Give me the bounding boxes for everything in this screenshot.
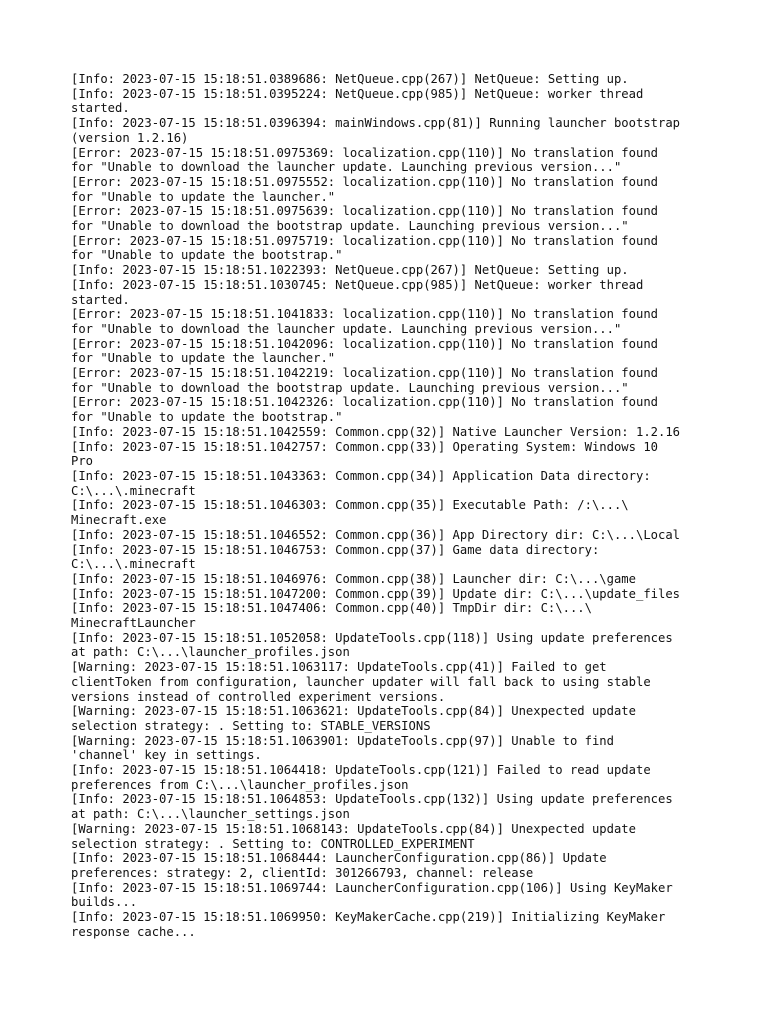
- log-line: [Error: 2023-07-15 15:18:51.1042326: localization.cpp(110)] No translation found: [71, 395, 658, 410]
- log-line: [Info: 2023-07-15 15:18:51.1064418: UpdateTools.cpp(121)] Failed to read update: [71, 763, 651, 778]
- log-line: selection strategy: . Setting to: CONTROLLED_EXPERIMENT: [71, 836, 475, 851]
- log-line: [Info: 2023-07-15 15:18:51.1046976: Common.cpp(38)] Launcher dir: C:\...\game: [71, 571, 636, 586]
- log-line: (version 1.2.16): [71, 130, 189, 145]
- log-line: [Info: 2023-07-15 15:18:51.1069950: KeyMakerCache.cpp(219)] Initializing KeyMaker: [71, 910, 666, 925]
- log-line: [Warning: 2023-07-15 15:18:51.1063901: UpdateTools.cpp(97)] Unable to find: [71, 733, 614, 748]
- log-line: [Info: 2023-07-15 15:18:51.1047200: Common.cpp(39)] Update dir: C:\...\update_files: [71, 586, 681, 601]
- log-line: versions instead of controlled experiment versions.: [71, 689, 446, 704]
- log-line: C:\...\.minecraft: [71, 483, 196, 498]
- log-line: started.: [71, 101, 130, 116]
- log-line: [Info: 2023-07-15 15:18:51.1030745: NetQueue.cpp(985)] NetQueue: worker thread: [71, 277, 644, 292]
- log-line: MinecraftLauncher: [71, 616, 196, 631]
- log-line: [Error: 2023-07-15 15:18:51.1041833: localization.cpp(110)] No translation found: [71, 307, 658, 322]
- log-line: for "Unable to update the launcher.": [71, 351, 336, 366]
- log-line: [Info: 2023-07-15 15:18:51.1046552: Common.cpp(36)] App Directory dir: C:\...\Local: [71, 527, 681, 542]
- log-line: Pro: [71, 454, 94, 469]
- log-line: for "Unable to download the bootstrap update. Launching previous version...": [71, 380, 629, 395]
- log-line: [Info: 2023-07-15 15:18:51.1068444: LauncherConfiguration.cpp(86)] Update: [71, 851, 607, 866]
- log-line: [Warning: 2023-07-15 15:18:51.1063621: UpdateTools.cpp(84)] Unexpected update: [71, 704, 636, 719]
- log-document: [71, 72, 701, 939]
- log-line: builds...: [71, 895, 138, 910]
- log-line: for "Unable to download the launcher update. Launching previous version...": [71, 160, 622, 175]
- log-line: [Info: 2023-07-15 15:18:51.1043363: Common.cpp(34)] Application Data directory:: [71, 468, 651, 483]
- log-line: response cache...: [71, 924, 196, 939]
- log-line: for "Unable to update the launcher.": [71, 189, 336, 204]
- log-line: [Error: 2023-07-15 15:18:51.1042096: localization.cpp(110)] No translation found: [71, 336, 658, 351]
- log-line: [Error: 2023-07-15 15:18:51.1042219: localization.cpp(110)] No translation found: [71, 366, 658, 381]
- log-line: at path: C:\...\launcher_profiles.json: [71, 645, 350, 660]
- log-line: [Info: 2023-07-15 15:18:51.1047406: Common.cpp(40)] TmpDir dir: C:\...\: [71, 601, 592, 616]
- log-line: clientToken from configuration, launcher updater will fall back to using stable: [71, 674, 651, 689]
- log-line: [Info: 2023-07-15 15:18:51.1046753: Common.cpp(37)] Game data directory:: [71, 542, 600, 557]
- log-line: selection strategy: . Setting to: STABLE_VERSIONS: [71, 718, 431, 733]
- log-line: [Info: 2023-07-15 15:18:51.1022393: NetQueue.cpp(267)] NetQueue: Setting up.: [71, 263, 629, 278]
- log-line: [Info: 2023-07-15 15:18:51.1064853: UpdateTools.cpp(132)] Using update preferences: [71, 792, 673, 807]
- log-line: at path: C:\...\launcher_settings.json: [71, 807, 350, 822]
- log-line: [Warning: 2023-07-15 15:18:51.1063117: UpdateTools.cpp(41)] Failed to get: [71, 660, 607, 675]
- log-line: 'channel' key in settings.: [71, 748, 262, 763]
- log-line: [Error: 2023-07-15 15:18:51.0975552: localization.cpp(110)] No translation found: [71, 174, 658, 189]
- log-line: for "Unable to update the bootstrap.": [71, 248, 343, 263]
- log-line: [Error: 2023-07-15 15:18:51.0975719: localization.cpp(110)] No translation found: [71, 233, 658, 248]
- log-line: [Info: 2023-07-15 15:18:51.1042757: Common.cpp(33)] Operating System: Windows 10: [71, 439, 658, 454]
- log-line: C:\...\.minecraft: [71, 557, 196, 572]
- log-line: [Info: 2023-07-15 15:18:51.0389686: NetQueue.cpp(267)] NetQueue: Setting up.: [71, 72, 629, 86]
- log-line: [Info: 2023-07-15 15:18:51.0396394: mainWindows.cpp(81)] Running launcher bootstrap: [71, 116, 681, 131]
- log-line: started.: [71, 292, 130, 307]
- log-line: [Info: 2023-07-15 15:18:51.1052058: UpdateTools.cpp(118)] Using update preferences: [71, 630, 673, 645]
- log-line: for "Unable to download the launcher update. Launching previous version...": [71, 321, 622, 336]
- log-line: [Warning: 2023-07-15 15:18:51.1068143: UpdateTools.cpp(84)] Unexpected update: [71, 821, 636, 836]
- log-line: Minecraft.exe: [71, 513, 167, 528]
- log-line: preferences: strategy: 2, clientId: 301266793, channel: release: [71, 865, 534, 880]
- log-line: [Info: 2023-07-15 15:18:51.1042559: Common.cpp(32)] Native Launcher Version: 1.2.16: [71, 424, 681, 439]
- log-line: for "Unable to update the bootstrap.": [71, 410, 343, 425]
- log-line: for "Unable to download the bootstrap update. Launching previous version...": [71, 219, 629, 234]
- log-line: [Info: 2023-07-15 15:18:51.1046303: Common.cpp(35)] Executable Path: /:\...\: [71, 498, 629, 513]
- log-line: [Error: 2023-07-15 15:18:51.0975639: localization.cpp(110)] No translation found: [71, 204, 658, 219]
- log-line: [Info: 2023-07-15 15:18:51.1069744: LauncherConfiguration.cpp(106)] Using KeyMaker: [71, 880, 673, 895]
- log-line: [Info: 2023-07-15 15:18:51.0395224: NetQueue.cpp(985)] NetQueue: worker thread: [71, 86, 644, 101]
- log-line: [Error: 2023-07-15 15:18:51.0975369: localization.cpp(110)] No translation found: [71, 145, 658, 160]
- log-line: preferences from C:\...\launcher_profiles.json: [71, 777, 409, 792]
